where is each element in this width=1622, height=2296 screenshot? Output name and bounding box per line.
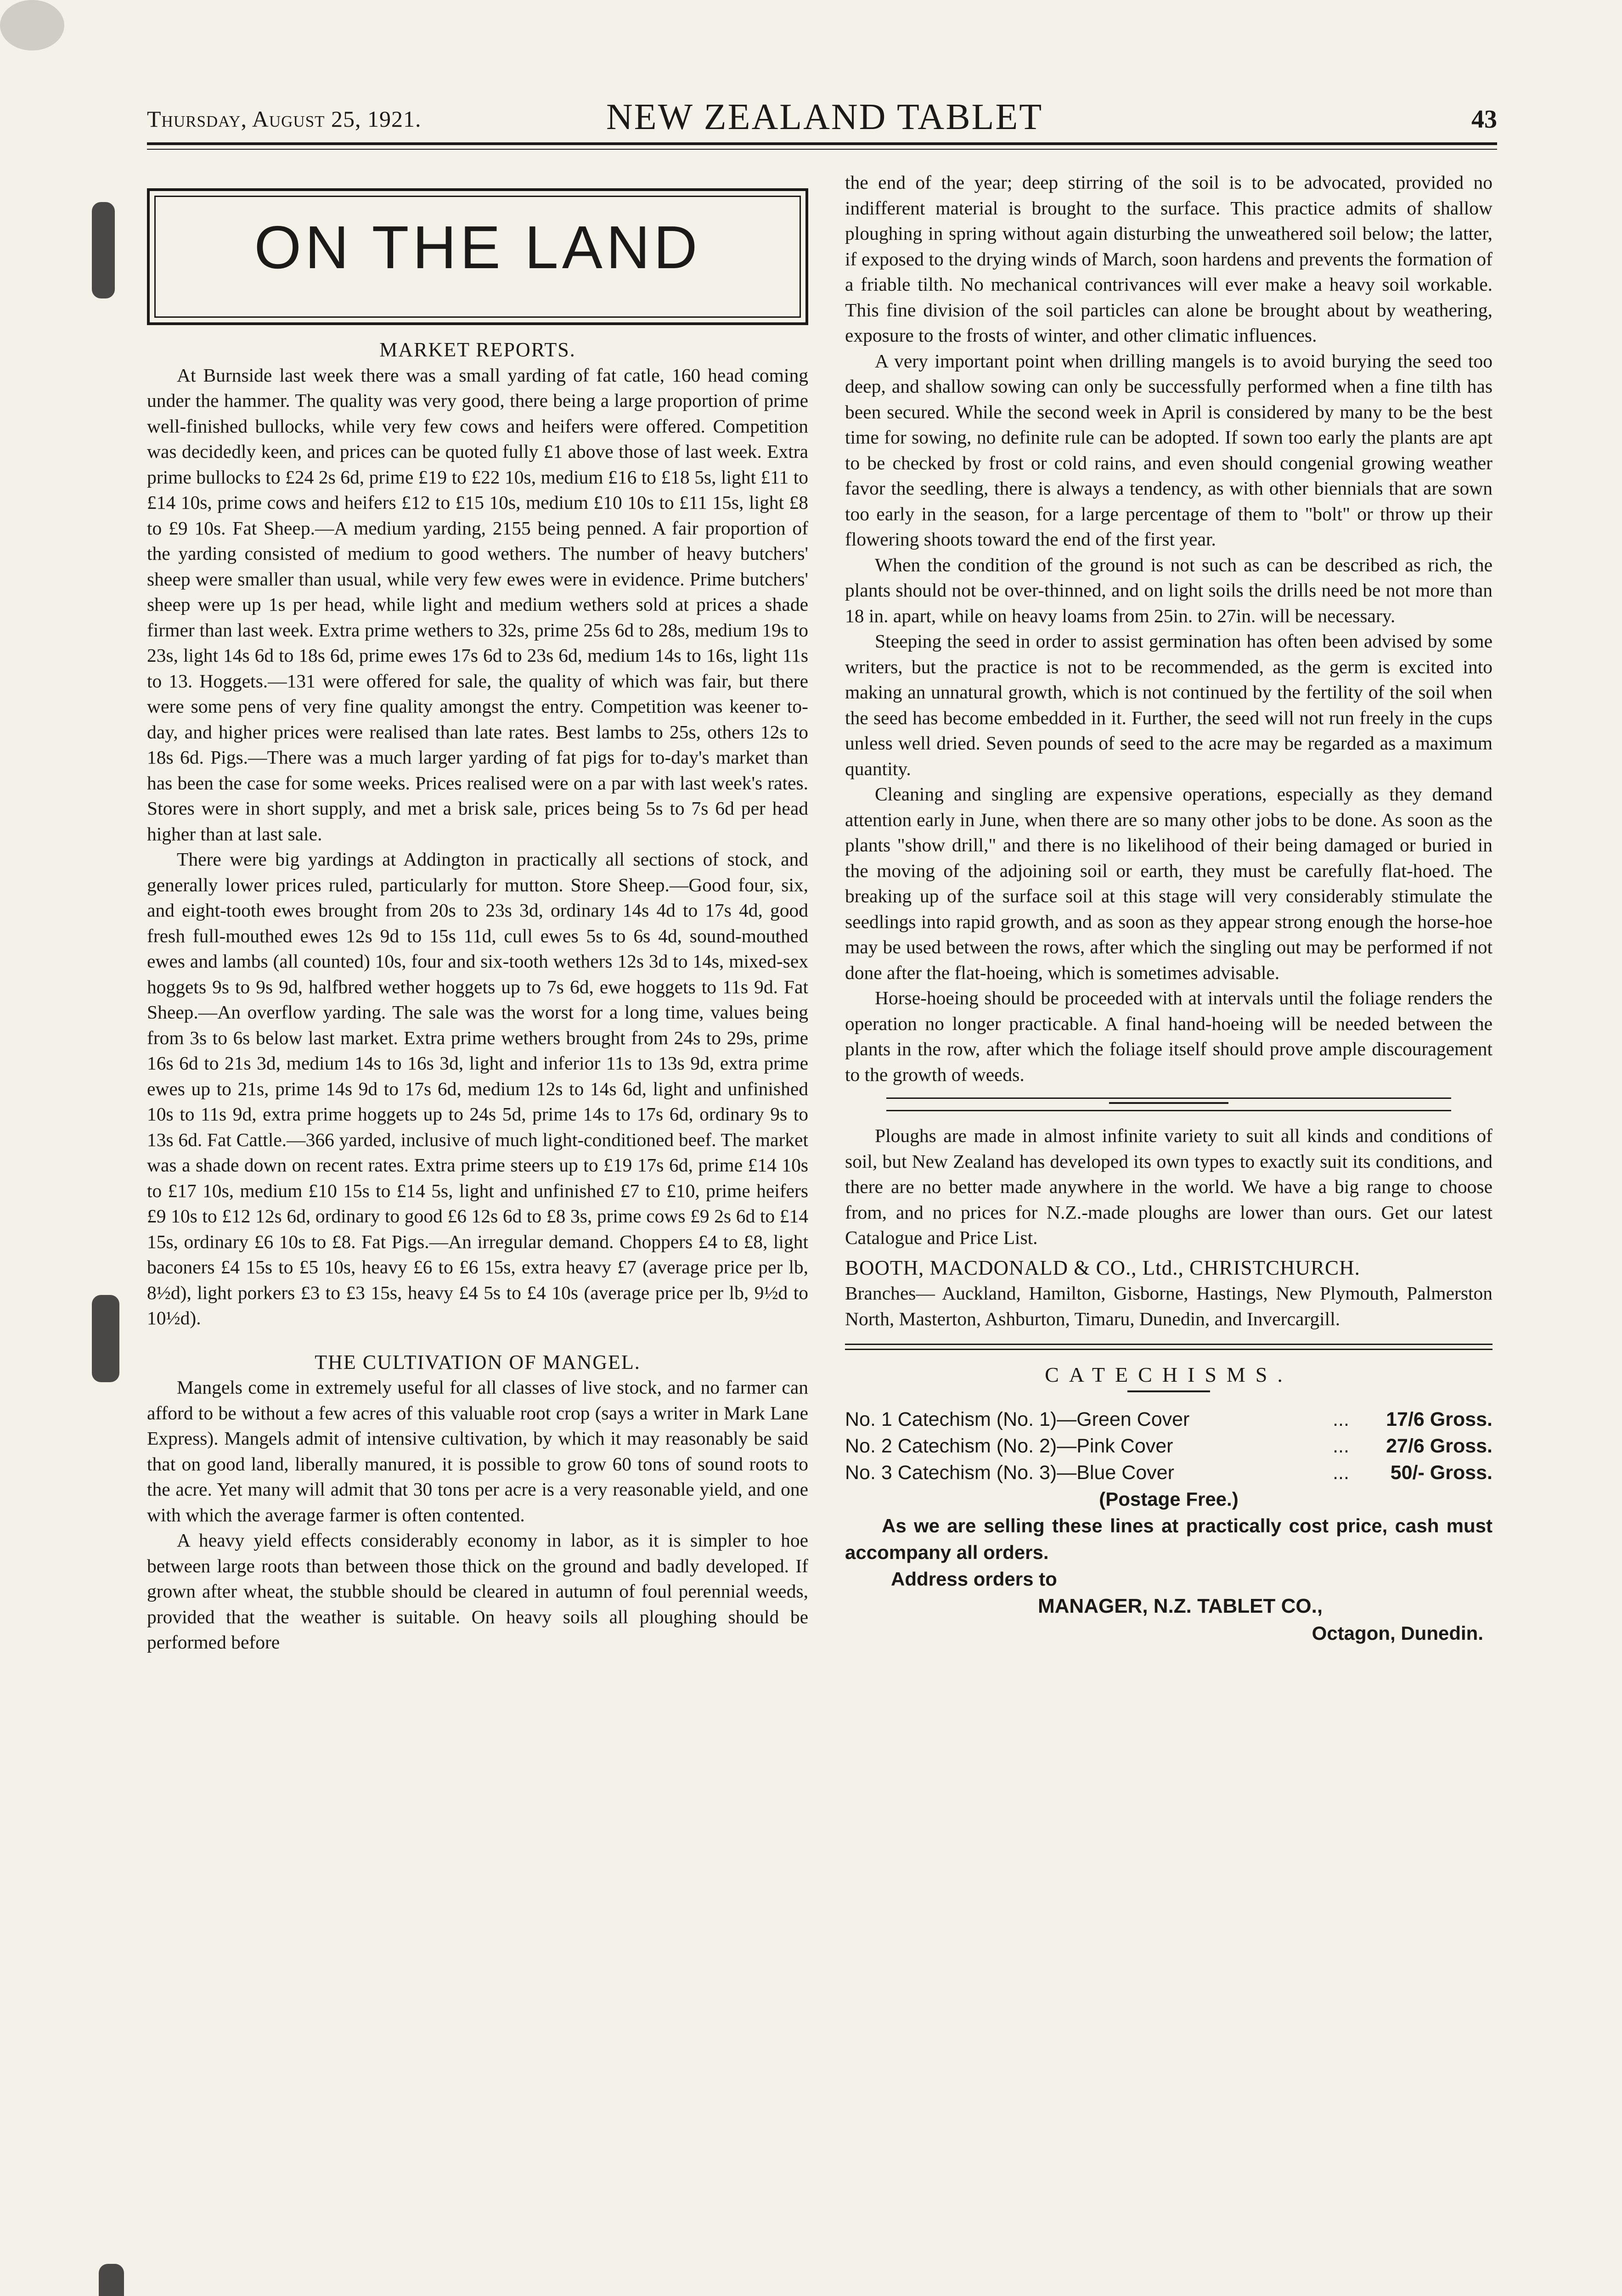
- print-smudge: [99, 2264, 124, 2296]
- mangel-paragraph: Cleaning and singling are expensive operations, especially as they demand attention early in June, when there are so many other jobs to be done. As soon as the plants "show drill," and there is no likelihood of their being damaged or buried in the moving of the adjoining soil or earth, they must be carefully flat-hoed. The breaking up of the surface soil at this stage will very considerably stimulate the seedlings into rapid growth, and as soon as they appear strong enough the horse-hoe may be used between the rows, after which the singling out may be performed if not done after the flat-hoeing, which is sometimes advisable.: [845, 783, 1492, 983]
- catechism-price: 50/- Gross.: [1390, 1461, 1492, 1484]
- mangel-paragraph: A very important point when drilling mangels is to avoid burying the seed too deep, and shallow sowing can only be successfully performed when a fine tilth has been secured. While the second week in April is considered by many to be the best time for sowing, no definite rule can be adopted. If sown too early the plants are apt to be checked by frost or cold rains, and even should congenial growing weather favor the seedling, there is always a tendency, as with other biennials that are sown too early in the season, for a large percentage of them to "bolt" or throw up their flowering shoots toward the end of the first year.: [845, 350, 1492, 550]
- office-location: Octagon, Dunedin.: [1312, 1622, 1483, 1644]
- ornamental-rule: [886, 1097, 1451, 1111]
- mangel-heading: THE CULTIVATION OF MANGEL.: [315, 1351, 641, 1373]
- catechism-price: 17/6 Gross.: [1386, 1408, 1492, 1430]
- catechism-item: [845, 1433, 1492, 1459]
- burnside-report: At Burnside last week there was a small yarding of fat catle, 160 head coming under the hammer. The quality was very good, there being a large proportion of prime well-finished bullocks, while very few cows and heifers were offered. Competition was decidedly keen, and prices can be quoted fully £1 above those of last week. Extra prime bullocks to £24 2s 6d, prime £19 to £22 10s, medium £16 to £18 5s, light £11 to £14 10s, prime cows and heifers £12 to £15 10s, medium £10 10s to £11 15s, light £8 to £9 10s. Fat Sheep.—A medium yarding, 2155 being penned. A fair proportion of the yarding consisted of medium to good wethers. The number of heavy butchers' sheep were smaller than usual, while very few ewes were in evidence. Prime butchers' sheep were up 1s per head, while light and medium wethers sold at prices a shade firmer than last week. Extra prime wethers to 32s, prime 25s 6d to 28s, medium 19s to 23s, light 14s 6d to 18s 6d, prime ewes 17s 6d to 23s 6d, medium 14s to 16s, light 11s to 13. Hoggets.—131 were offered for sale, the quality of which was fair, but there were some pens of very fine quality amongst the entry. Competition was keener to-day, and higher prices were realised than late rates. Best lambs to 25s, others 12s to 18s 6d. Pigs.—There was a much larger yarding of fat pigs for to-day's market than has been the case for some weeks. Prices realised were on a par with last week's rates. Stores were in short supply, and met a brisk sale, prices being 5s to 7s 6d per head higher than at last sale.: [147, 364, 808, 844]
- catechism-item: [845, 1459, 1492, 1486]
- manager-address: MANAGER, N.Z. TABLET CO.,: [1038, 1594, 1323, 1617]
- masthead-title: NEW ZEALAND TABLET: [606, 97, 1043, 137]
- mangel-continued-paragraph: the end of the year; deep stirring of the soil is to be advocated, provided no indifferent material is brought to the surface. This practice admits of shallow ploughing in spring without again disturbing the unweathered soil below; the latter, if exposed to the drying winds of March, soon hardens and prevents the formation of a friable tilth. No mechanical contrivances will ever make a heavy soil workable. This fine division of the soil particles can alone be brought about by weathering, exposure to the frosts of winter, and other climatic influences.: [845, 172, 1492, 346]
- right-column: [845, 170, 1492, 1647]
- catechisms-title-rule: [1127, 1390, 1210, 1392]
- catechism-name: No. 1 Catechism (No. 1)—Green Cover: [845, 1408, 1190, 1430]
- issue-date: Thursday, August 25, 1921.: [147, 106, 422, 132]
- page-header: [147, 96, 1497, 138]
- address-label: Address orders to: [891, 1568, 1057, 1590]
- payment-note: As we are selling these lines at practically cost price, cash must accompany all orders.: [845, 1514, 1492, 1563]
- catechisms-advertisement: [845, 1362, 1492, 1647]
- leader-dots: ...: [1333, 1461, 1349, 1484]
- advert-text: Ploughs are made in almost infinite variety to suit all kinds and conditions of soil, but New Zealand has developed its own types to exactly suit its conditions, and there are no better made anywhere in the world. We have a big range to choose from, and no prices for N.Z.-made ploughs are lower than ours. Get our latest Catalogue and Price List.: [845, 1125, 1492, 1248]
- plough-advertisement: [845, 1123, 1492, 1332]
- catechism-name: No. 3 Catechism (No. 3)—Blue Cover: [845, 1461, 1174, 1484]
- addington-report: There were big yardings at Addington in practically all sections of stock, and generally lower prices ruled, particularly for mutton. Store Sheep.—Good four, six, and eight-tooth ewes brought from 20s to 23s 3d, ordinary 14s 4d to 17s 4d, good fresh full-mouthed ewes 12s 9d to 15s 11d, cull ewes 5s to 6s 4d, sound-mouthed ewes and lambs (all counted) 10s, four and six-tooth wethers 12s 3d to 14s, mixed-sex hoggets 9s to 9s 9d, halfbred wether hoggets up to 7s 6d, ewe hoggets to 11s 9d. Fat Sheep.—An overflow yarding. The sale was the worst for a long time, values being from 3s to 6s below last market. Extra prime wethers brought from 24s to 29s, prime 16s 6d to 21s 3d, medium 14s to 16s 3d, light and inferior 11s to 13s 9d, extra prime ewes up to 21s, prime 14s 9d to 17s 6d, medium 12s to 14s 6d, light and unfinished 10s to 11s 9d, extra prime hoggets up to 24s 5d, prime 14s to 17s 6d, ordinary 9s to 13s 6d. Fat Cattle.—366 yarded, inclusive of much light-conditioned beef. The market was a shade down on recent rates. Extra prime steers up to £19 17s 6d, prime £14 10s to £17 10s, medium £10 15s to £14 5s, light and unfinished £7 to £10, prime heifers £9 10s to £12 12s 6d, ordinary to good £6 12s 6d to £8 3s, prime cows £9 2s 6d to £14 15s, ordinary £6 10s to £8. Fat Pigs.—An irregular demand. Choppers £4 to £8, light baconers £4 15s to £5 10s, heavy £6 to £6 15s, extra heavy £7 (average price per lb, 8½d), light porkers £3 to £3 15s, heavy £4 5s to £4 10s (average price per lb, 9½d to 10½d).: [147, 849, 808, 1328]
- mangel-paragraph: Horse-hoeing should be proceeded with at intervals until the foliage renders the operation no longer practicable. A final hand-hoeing will be needed between the plants in the row, after which the foliage itself should prove ample discouragement to the growth of weeds.: [845, 987, 1492, 1085]
- double-rule: [845, 1344, 1492, 1350]
- catechisms-title: CATECHISMS.: [1045, 1363, 1293, 1386]
- advert-branches: [845, 1281, 1492, 1332]
- print-smudge: [92, 202, 115, 298]
- left-column: [147, 188, 808, 1655]
- print-smudge: [0, 0, 64, 51]
- leader-dots: ...: [1333, 1435, 1349, 1457]
- catechism-item: [845, 1406, 1492, 1433]
- leader-dots: ...: [1333, 1408, 1349, 1430]
- header-rule: [147, 142, 1497, 150]
- page-number: 43: [1471, 105, 1497, 134]
- print-smudge: [92, 1295, 119, 1382]
- advert-branches-list: Auckland, Hamilton, Gisborne, Hastings, New Plymouth, Palmerston North, Masterton, Ashburton, Timaru, Dunedin, and Invercargill.: [845, 1283, 1493, 1329]
- mangel-paragraph: A heavy yield effects considerably economy in labor, as it is simpler to hoe between large roots than between those thick on the ground and badly developed. If grown after wheat, the stubble should be cleared in autumn of foul perennial weeds, provided that the weather is suitable. On heavy soils all ploughing should be performed before: [147, 1530, 808, 1653]
- catechism-price: 27/6 Gross.: [1386, 1435, 1492, 1457]
- advert-firm: BOOTH, MACDONALD & CO., Ltd., CHRISTCHURCH.: [845, 1256, 1360, 1279]
- market-reports-heading: MARKET REPORTS.: [379, 338, 576, 361]
- mangel-paragraph: Mangels come in extremely useful for all classes of live stock, and no farmer can afford to be without a few acres of this valuable root crop (says a writer in Mark Lane Express). Mangels admit of intensive cultivation, by which it may reasonably be said that on good land, liberally manured, it is possible to grow 60 tons of sound roots to the acre. Yet many will admit that 30 tons per acre is a very reasonable yield, and one with which the average farmer is often contented.: [147, 1377, 808, 1525]
- mangel-paragraph: Steeping the seed in order to assist germination has often been advised by some writers, but the practice is not to be recommended, as the germ is excited into making an unnatural growth, which is not continued by the fertility of the soil when the seed has become embedded in it. Further, the seed will not run freely in the cups unless well dried. Seven pounds of seed to the acre may be regarded as a maximum quantity.: [845, 630, 1492, 779]
- mangel-paragraph: When the condition of the ground is not such as can be described as rich, the plants should not be over-thinned, and on light soils the drills need be not more than 18 in. apart, while on heavy loams from 25in. to 27in. will be necessary.: [845, 554, 1492, 626]
- section-title: ON THE LAND: [254, 214, 701, 281]
- catechism-name: No. 2 Catechism (No. 2)—Pink Cover: [845, 1435, 1173, 1457]
- advert-branches-label: Branches—: [845, 1283, 935, 1304]
- postage-note: (Postage Free.): [1099, 1488, 1239, 1510]
- section-title-box: [147, 188, 808, 325]
